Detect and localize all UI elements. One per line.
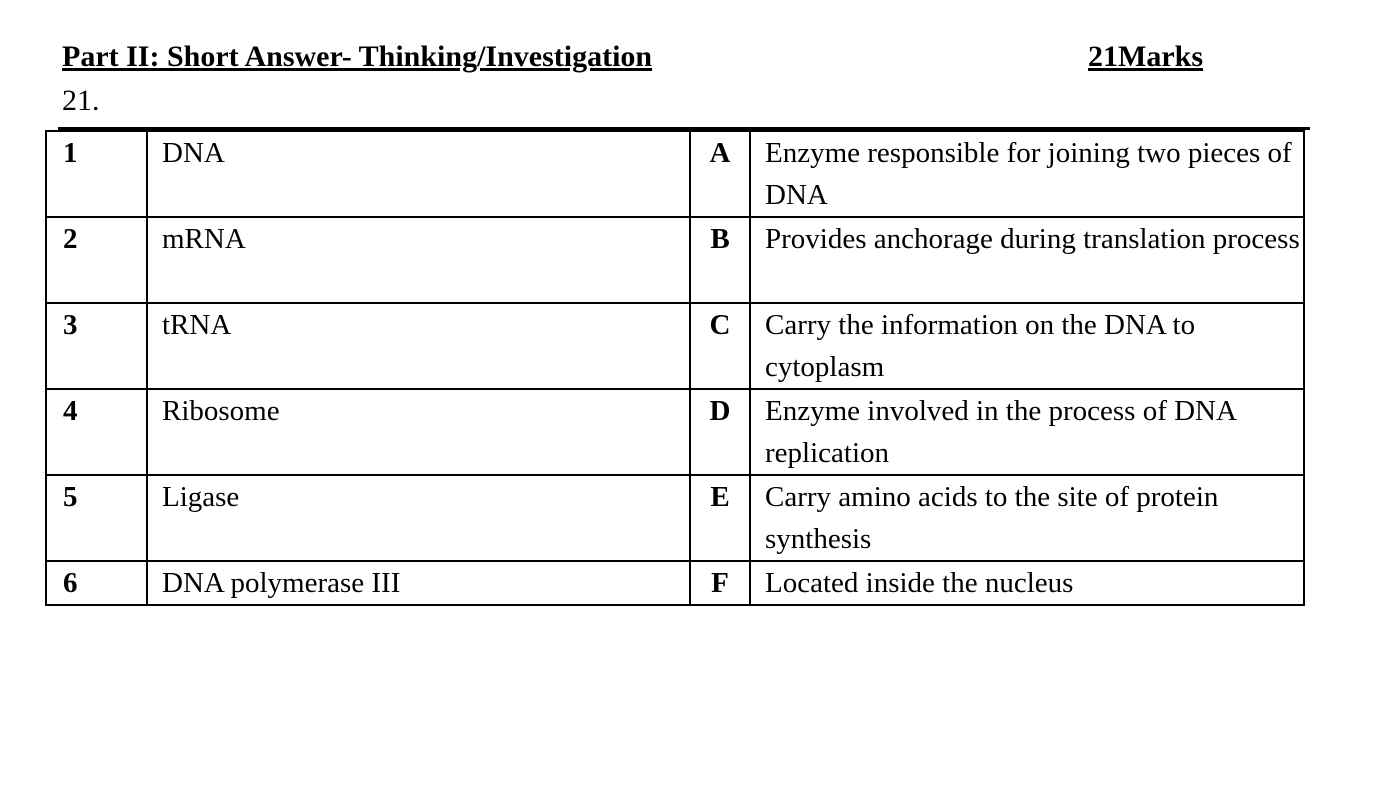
description-cell: Carry amino acids to the site of protein synthesis — [750, 475, 1304, 561]
table-row — [46, 217, 1304, 303]
term-cell: Ligase — [147, 475, 690, 561]
table-row — [46, 475, 1304, 561]
row-number: 5 — [46, 475, 147, 561]
letter-cell: B — [690, 217, 750, 303]
letter-cell: C — [690, 303, 750, 389]
term-cell: Ribosome — [147, 389, 690, 475]
table-row — [46, 303, 1304, 389]
row-number: 6 — [46, 561, 147, 605]
row-number: 4 — [46, 389, 147, 475]
letter-cell: D — [690, 389, 750, 475]
table-row — [46, 389, 1304, 475]
table-row — [46, 561, 1304, 605]
description-cell: Provides anchorage during translation process — [750, 217, 1304, 303]
letter-cell: E — [690, 475, 750, 561]
term-cell: DNA polymerase III — [147, 561, 690, 605]
description-cell: Enzyme involved in the process of DNA replication — [750, 389, 1304, 475]
letter-cell: F — [690, 561, 750, 605]
term-cell: DNA — [147, 131, 690, 217]
term-cell: mRNA — [147, 217, 690, 303]
matching-table — [45, 130, 1305, 606]
description-cell: Carry the information on the DNA to cytoplasm — [750, 303, 1304, 389]
description-cell: Located inside the nucleus — [750, 561, 1304, 605]
row-number: 3 — [46, 303, 147, 389]
row-number: 2 — [46, 217, 147, 303]
table-row — [46, 131, 1304, 217]
question-number: 21. — [62, 84, 100, 117]
letter-cell: A — [690, 131, 750, 217]
term-cell: tRNA — [147, 303, 690, 389]
row-number: 1 — [46, 131, 147, 217]
description-cell: Enzyme responsible for joining two pieces of DNA — [750, 131, 1304, 217]
marks-label: 21Marks — [1088, 40, 1203, 73]
section-title: Part II: Short Answer- Thinking/Investigation — [62, 40, 653, 73]
